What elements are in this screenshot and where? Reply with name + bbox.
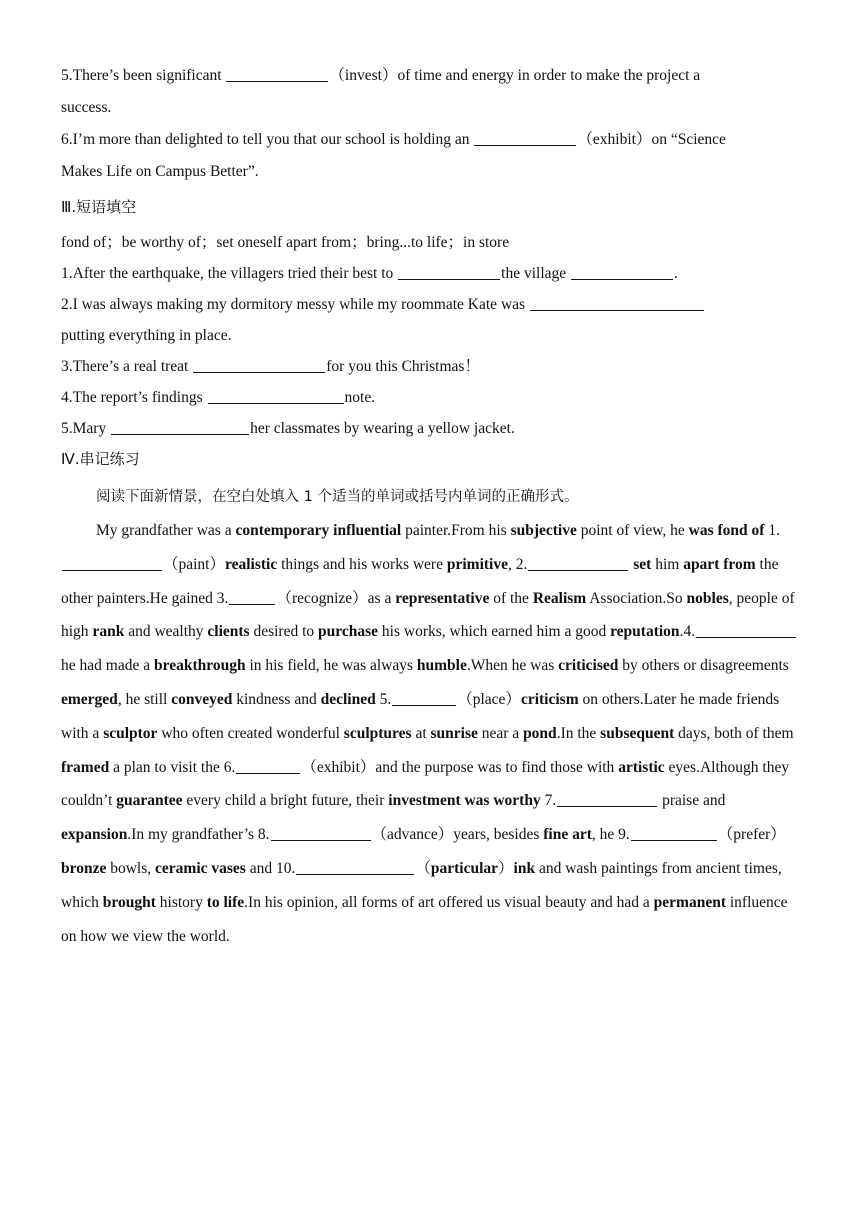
item-text: There’s been significant (72, 67, 226, 84)
keyword: nobles (686, 589, 729, 607)
passage-text: 5. (375, 690, 392, 708)
item-number: 6. (61, 131, 73, 148)
item-text: I was always making my dormitory messy while my roommate Kate was (72, 296, 529, 313)
keyword: bronze (61, 859, 107, 877)
keyword: guarantee (116, 792, 183, 810)
passage-text: and 10. (245, 859, 296, 877)
item-text-after: on “Science (651, 131, 726, 148)
item-continuation: success. (61, 99, 112, 116)
passage-text: ） (498, 859, 514, 877)
keyword: pond (523, 724, 557, 742)
item-continuation: putting everything in place. (61, 327, 232, 344)
passage-text: , he 9. (591, 826, 630, 844)
item-hint: （invest） (329, 67, 398, 84)
passage-text: him (651, 555, 684, 573)
passage-text: Association.So (586, 589, 687, 607)
passage-text: point of view, he (576, 522, 689, 539)
passage-text: （recognize）as a (276, 589, 396, 607)
passage-text: and wash paintings from ancient times, which (61, 859, 782, 911)
item-text: for you this Christmas！ (326, 358, 480, 375)
keyword: reputation (610, 623, 680, 641)
passage-text: influence on how we view the world. (61, 893, 788, 945)
keyword: sculptor (103, 724, 158, 742)
item-text-after: of time and energy in order to make the project a (397, 67, 701, 84)
passage-text: in his field, he was always (245, 657, 417, 675)
passage-text: , 2. (507, 555, 528, 573)
keyword: sculptures (343, 724, 412, 742)
passage-text: （ (415, 859, 431, 877)
phrase-item-1 (61, 258, 801, 289)
keyword: subjective (510, 522, 577, 539)
passage-text: a plan to visit the 6. (109, 758, 236, 776)
answer-blank[interactable] (271, 823, 371, 841)
phrase-item-3 (61, 351, 801, 382)
story-passage (61, 514, 801, 953)
phrase-item-4 (61, 382, 801, 413)
passage-text: kindness and (232, 690, 321, 708)
phrase-bank: fond of；be worthy of；set oneself apart from；bring...to life；in store (61, 234, 510, 251)
answer-blank[interactable] (398, 262, 500, 280)
passage-text: on others.Later he made friends with a (61, 690, 780, 742)
passage-text: days, both of them (674, 724, 794, 742)
item-number: 3. (61, 358, 73, 375)
item-text: After the earthquake, the villagers tried their best to (72, 265, 398, 282)
answer-blank[interactable] (193, 355, 325, 373)
passage-text: painter.From his (401, 522, 511, 539)
keyword: subsequent (600, 724, 675, 742)
item-number: 5. (61, 67, 73, 84)
answer-blank[interactable] (528, 553, 628, 571)
passage-text: bowls, (106, 859, 156, 877)
keyword: conveyed (171, 690, 233, 708)
item-text: I’m more than delighted to tell you that our school is holding an (72, 131, 474, 148)
passage-text: his works, which earned him a good (378, 623, 611, 641)
answer-blank[interactable] (296, 857, 414, 875)
answer-blank[interactable] (530, 293, 704, 311)
passage-text: , he still (117, 690, 172, 708)
phrase-item-2 (61, 289, 801, 351)
passage-text: and wealthy (124, 623, 208, 641)
keyword: sunrise (430, 724, 478, 742)
item-text: the village (501, 265, 571, 282)
passage-text: things and his works were (277, 555, 447, 573)
passage-text: 1. (764, 522, 780, 539)
keyword: to life (206, 893, 245, 911)
phrase-item-5 (61, 413, 801, 444)
keyword: clients (207, 623, 250, 641)
keyword: investment was worthy (388, 792, 541, 810)
passage-text: .In the (556, 724, 601, 742)
item-number: 2. (61, 296, 73, 313)
keyword: artistic (618, 758, 665, 776)
section-heading-story: Ⅳ.串记练习 (61, 450, 140, 468)
passage-text: desired to (249, 623, 319, 641)
answer-blank[interactable] (236, 756, 300, 774)
passage-text: praise and (658, 792, 726, 810)
passage-text: My grandfather was a (96, 522, 236, 539)
answer-blank[interactable] (392, 688, 456, 706)
passage-text: by others or disagreements (618, 657, 789, 675)
item-number: 5. (61, 420, 73, 437)
keyword: was fond of (688, 522, 765, 539)
passage-text: .When he was (466, 657, 559, 675)
item-text: . (674, 265, 678, 282)
exercise-item-5 (61, 60, 801, 124)
keyword: ceramic vases (155, 859, 246, 877)
keyword: brought (102, 893, 156, 911)
keyword: apart from (683, 555, 756, 573)
answer-blank[interactable] (696, 620, 796, 638)
answer-blank[interactable] (229, 587, 275, 605)
keyword: fine art (543, 826, 592, 844)
item-continuation: Makes Life on Campus Better”. (61, 163, 259, 180)
passage-text: （advance）years, besides (371, 826, 544, 844)
passage-text: （exhibit）and the purpose was to find those with (301, 758, 619, 776)
answer-blank[interactable] (226, 64, 328, 82)
exercise-item-6 (61, 124, 801, 188)
keyword: ink (513, 859, 536, 877)
keyword: expansion (61, 826, 128, 844)
item-text: Mary (72, 420, 111, 437)
keyword: framed (61, 758, 110, 776)
keyword: purchase (318, 623, 379, 641)
passage-text: 7. (540, 792, 557, 810)
section-heading-phrases: Ⅲ.短语填空 (61, 198, 137, 216)
keyword: contemporary influential (235, 522, 402, 539)
passage-text: at (411, 724, 431, 742)
passage-text: （place） (457, 690, 521, 708)
keyword: representative (395, 589, 490, 607)
passage-text: （prefer） (717, 826, 786, 844)
answer-blank[interactable] (474, 128, 576, 146)
passage-text: .4. (679, 623, 696, 641)
passage-text: （paint） (163, 555, 225, 573)
keyword: criticism (520, 690, 579, 708)
item-text: There’s a real treat (72, 358, 193, 375)
answer-blank[interactable] (571, 262, 673, 280)
passage-text: he had made a (61, 657, 154, 675)
passage-text: of the (489, 589, 533, 607)
passage-text: history (155, 893, 207, 911)
keyword: emerged (61, 690, 118, 708)
passage-text: , people of high (61, 589, 795, 641)
keyword: declined (320, 690, 376, 708)
keyword: breakthrough (153, 657, 246, 675)
keyword: rank (92, 623, 125, 641)
answer-blank[interactable] (208, 386, 344, 404)
answer-blank[interactable] (111, 417, 249, 435)
answer-blank[interactable] (557, 789, 657, 807)
keyword: Realism (532, 589, 587, 607)
item-text: her classmates by wearing a yellow jacket. (250, 420, 515, 437)
worksheet-page (61, 60, 801, 953)
item-text: The report’s findings (72, 389, 207, 406)
passage-text: near a (477, 724, 524, 742)
passage-text: eyes.Although they couldn’t (61, 758, 790, 810)
passage-text: who often created wonderful (157, 724, 344, 742)
passage-text: every child a bright future, their (182, 792, 389, 810)
item-number: 4. (61, 389, 73, 406)
item-number: 1. (61, 265, 73, 282)
instruction-text: 阅读下面新情景，在空白处填入 1 个适当的单词或括号内单词的正确形式。 (96, 489, 579, 505)
keyword: realistic (225, 555, 278, 573)
passage-text: .In his opinion, all forms of art offered us visual beauty and had a (244, 893, 654, 911)
keyword: humble (416, 657, 467, 675)
keyword: set (633, 555, 652, 573)
keyword: primitive (446, 555, 508, 573)
keyword: criticised (558, 657, 619, 675)
item-text: note. (344, 389, 376, 406)
item-hint: （exhibit） (577, 131, 652, 148)
answer-blank[interactable] (631, 823, 717, 841)
passage-text: .In my grandfather’s 8. (127, 826, 270, 844)
keyword: particular (430, 859, 499, 877)
answer-blank[interactable] (62, 553, 162, 571)
passage-text: the other painters.He gained 3. (61, 555, 779, 607)
keyword: permanent (653, 893, 726, 911)
